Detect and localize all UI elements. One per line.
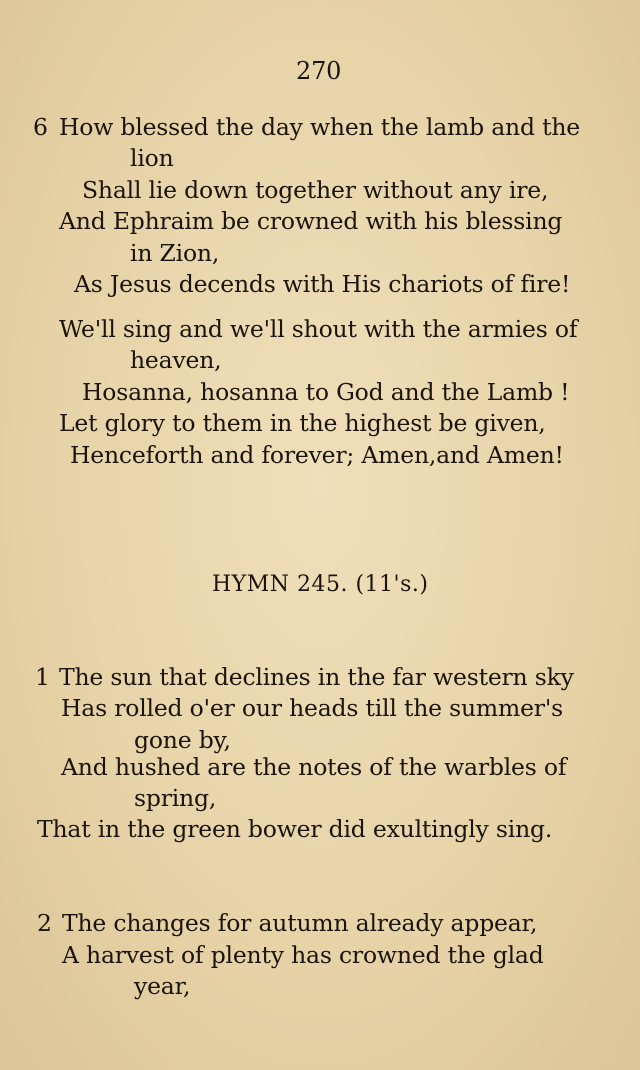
verse-2-line-2: A harvest of plenty has crowned the glad [62,941,544,969]
verse-2-number: 2 [37,909,52,937]
verse-6-number: 6 [33,113,48,141]
verse-1-line-5: spring, [134,784,217,812]
verse-1-line-3: gone by, [134,726,231,754]
chorus-line-5: Henceforth and forever; Amen,and Amen! [70,441,564,469]
chorus-line-1: We'll sing and we'll shout with the armies of [59,315,578,343]
verse-1-line-4: And hushed are the notes of the warbles of [61,753,567,781]
verse-6-line-6: As Jesus decends with His chariots of fire! [74,270,571,298]
verse-1-line-2: Has rolled o'er our heads till the summer's [61,694,563,722]
verse-6-line-1: How blessed the day when the lamb and the [59,113,580,141]
verse-1-line-1: The sun that declines in the far western sky [59,663,574,691]
verse-1-number: 1 [35,663,50,691]
verse-1-line-6: That in the green bower did exultingly sing. [37,815,553,843]
chorus-line-4: Let glory to them in the highest be given, [59,409,546,437]
verse-6-line-2: lion [130,144,174,172]
verse-2-line-1: The changes for autumn already appear, [62,909,538,937]
verse-6-line-5: in Zion, [130,239,220,267]
page-number: 270 [296,57,342,85]
verse-6-line-3: Shall lie down together without any ire, [82,176,549,204]
verse-6-line-4: And Ephraim be crowned with his blessing [59,207,563,235]
verse-2-line-3: year, [134,972,191,1000]
chorus-line-3: Hosanna, hosanna to God and the Lamb ! [82,378,570,406]
chorus-line-2: heaven, [130,346,222,374]
hymn-heading: HYMN 245. (11's.) [212,572,429,597]
